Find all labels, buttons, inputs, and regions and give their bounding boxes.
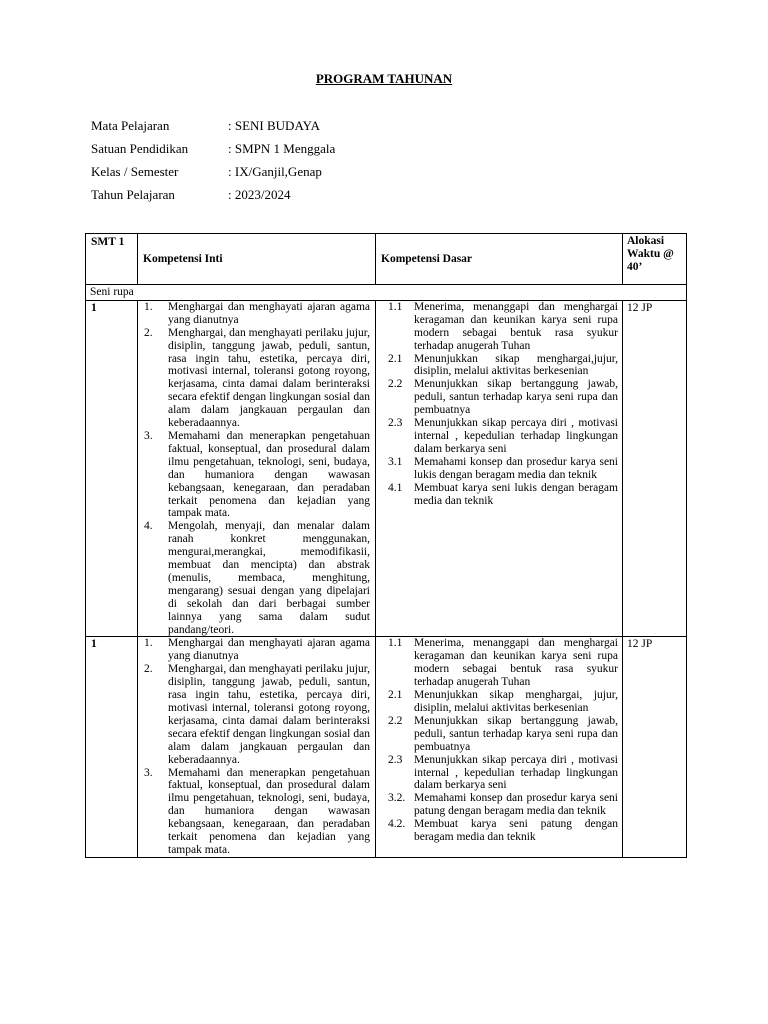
header-kompetensi-dasar: Kompetensi Dasar bbox=[376, 234, 623, 285]
list-item: 4. Mengolah, menyaji, dan menalar dalam ranah konkret menggunakan, mengurai,merangkai, memodifikasii, membuat dan mencipta) dan abstrak (menulis, membaca, menghitung, mengarang) sesuai dengan yang dipelajari di sekolah dan dari berbagai sumber lainnya yang sama dalam sudut pandang/teori. bbox=[144, 520, 370, 636]
ki-list bbox=[138, 637, 370, 856]
list-item: 1.1 Menerima, menanggapi dan menghargai keragaman dan keunikan karya seni rupa modern sebagai bentuk rasa syukur terhadap anugerah Tuhan bbox=[388, 300, 618, 352]
list-item: 2.2 Menunjukkan sikap bertanggung jawab, peduli, santun terhadap karya seni rupa dan pembuatnya bbox=[388, 378, 618, 417]
smt-cell: 1 bbox=[86, 300, 138, 637]
meta-value: : SENI BUDAYA bbox=[228, 118, 320, 133]
document-title: PROGRAM TAHUNAN bbox=[315, 71, 453, 86]
list-item: 2.3 Menunjukkan sikap percaya diri , motivasi internal , kepedulian terhadap lingkungan dalam berkarya seni bbox=[388, 753, 618, 792]
section-label: Seni rupa bbox=[86, 285, 687, 301]
list-item: 3.2. Memahami konsep dan prosedur karya seni patung dengan beragam media dan teknik bbox=[388, 792, 618, 818]
list-item: 2.3 Menunjukkan sikap percaya diri , motivasi internal , kepedulian terhadap lingkungan dalam berkarya seni bbox=[388, 417, 618, 455]
kd-list bbox=[376, 637, 618, 844]
list-item: 1. Menghargai dan menghayati ajaran agama yang dianutnya bbox=[144, 637, 370, 663]
kd-list bbox=[376, 301, 618, 508]
meta-row-subject bbox=[91, 118, 335, 141]
header-alokasi-waktu: Alokasi Waktu @ 40’ bbox=[623, 234, 687, 285]
meta-label: Satuan Pendidikan bbox=[91, 141, 189, 156]
program-table bbox=[85, 233, 687, 858]
header-kompetensi-inti: Kompetensi Inti bbox=[138, 234, 376, 285]
meta-value: : SMPN 1 Menggala bbox=[228, 141, 336, 156]
list-item: 2.2 Menunjukkan sikap bertanggung jawab, peduli, santun terhadap karya seni rupa dan pembuatnya bbox=[388, 714, 618, 753]
kd-cell bbox=[376, 637, 623, 857]
list-item: 3.1 Memahami konsep dan prosedur karya seni lukis dengan beragam media dan teknik bbox=[388, 455, 618, 481]
table-row bbox=[86, 637, 687, 857]
ki-list bbox=[138, 301, 370, 637]
list-item: 2.1 Menunjukkan sikap menghargai,jujur, disiplin, melalui aktivitas berkesenian bbox=[388, 352, 618, 378]
list-item: 1.1 Menerima, menanggapi dan menghargai keragaman dan keunikan karya seni rupa modern sebagai bentuk rasa syukur terhadap anugerah Tuhan bbox=[388, 637, 618, 689]
alokasi-waktu-cell: 12 JP bbox=[623, 300, 687, 637]
meta-value: : IX/Ganjil,Genap bbox=[228, 164, 322, 179]
list-item: 1. Menghargai dan menghayati ajaran agama yang dianutnya bbox=[144, 300, 370, 326]
header-smt: SMT 1 bbox=[86, 234, 138, 285]
meta-row-class bbox=[91, 164, 335, 187]
document-meta bbox=[91, 118, 335, 210]
list-item: 3. Memahami dan menerapkan pengetahuan faktual, konseptual, dan prosedural dalam ilmu pengetahuan, teknologi, seni, budaya, dan humaniora dengan wawasan kebangsaan, kenegaraan, dan peradaban terkait penomena dan kejadian yang tampak mata. bbox=[144, 429, 370, 520]
list-item: 2. Menghargai, dan menghayati perilaku jujur, disiplin, tanggung jawab, peduli, santun, rasa ingin tahu, estetika, percaya diri, motivasi internal, toleransi gotong royong, kerjasama, cinta damai dalam berinteraksi secara efektif dengan lingkungan sosial dan alam dalam jangkauan pergaulan dan keberadaannya. bbox=[144, 326, 370, 430]
list-item: 3. Memahami dan menerapkan pengetahuan faktual, konseptual, dan prosedural dalam ilmu pengetahuan, teknologi, seni, budaya, dan humaniora dengan wawasan kebangsaan, kenegaraan, dan peradaban terkait penomena dan kejadian yang tampak mata. bbox=[144, 766, 370, 856]
list-item: 2. Menghargai, dan menghayati perilaku jujur, disiplin, tanggung jawab, peduli, santun, rasa ingin tahu, estetika, percaya diri, motivasi internal, toleransi gotong royong, kerjasama, cinta damai dalam berinteraksi secara efektif dengan lingkungan sosial dan alam dalam jangkauan pergaulan dan keberadaannya. bbox=[144, 663, 370, 766]
smt-cell: 1 bbox=[86, 637, 138, 857]
list-item: 4.1 Membuat karya seni lukis dengan beragam media dan teknik bbox=[388, 481, 618, 507]
header-row bbox=[86, 234, 687, 285]
section-row bbox=[86, 285, 687, 301]
kd-cell bbox=[376, 300, 623, 637]
list-item: 4.2. Membuat karya seni patung dengan beragam media dan teknik bbox=[388, 818, 618, 844]
ki-cell bbox=[138, 300, 376, 637]
meta-label: Tahun Pelajaran bbox=[91, 187, 175, 202]
meta-label: Mata Pelajaran bbox=[91, 118, 170, 133]
ki-cell bbox=[138, 637, 376, 857]
meta-value: : 2023/2024 bbox=[228, 187, 291, 202]
meta-row-year bbox=[91, 187, 335, 210]
table-row bbox=[86, 300, 687, 637]
alokasi-waktu-cell: 12 JP bbox=[623, 637, 687, 857]
meta-row-school bbox=[91, 141, 335, 164]
list-item: 2.1 Menunjukkan sikap menghargai, jujur, disiplin, melalui aktivitas berkesenian bbox=[388, 689, 618, 714]
meta-label: Kelas / Semester bbox=[91, 164, 179, 179]
